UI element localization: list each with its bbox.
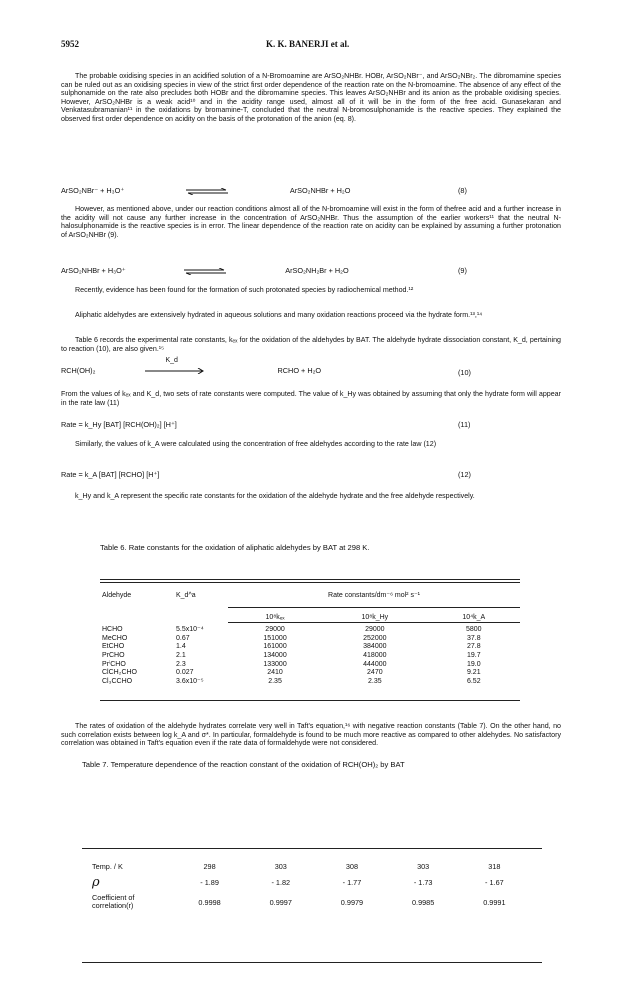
table-row <box>100 652 520 661</box>
row-label-temp: Temp. / K <box>92 862 123 871</box>
table-row <box>90 860 530 873</box>
cell-aldehyde: PrⁱCHO <box>102 660 126 668</box>
table-row <box>100 623 520 635</box>
cell-khy: 384000 <box>363 643 387 651</box>
cell-aldehyde: EtCHO <box>102 643 125 651</box>
row-label-rho: ρ <box>92 875 100 890</box>
table6-body <box>100 623 520 687</box>
cell-kex: 2410 <box>267 669 283 677</box>
eq8-number: (8) <box>458 186 467 195</box>
table6-top-rule-2 <box>100 582 520 583</box>
cell-khy: 2.35 <box>368 677 382 685</box>
table7-top-rule <box>82 848 542 849</box>
equilibrium-arrow-icon <box>184 268 226 275</box>
cell-kd: 1.4 <box>176 643 186 651</box>
cell-aldehyde: Cl₃CCHO <box>102 677 133 685</box>
cell-temps: 303 <box>274 862 287 871</box>
cell-kd: 0.67 <box>176 634 190 642</box>
cell-rhos: - 1.89 <box>200 878 219 887</box>
cell-khy: 418000 <box>363 651 387 659</box>
eq8-left: ArSO₂NBr⁻ + H₃O⁺ <box>61 186 125 195</box>
paragraph-table6-intro <box>61 336 561 353</box>
col-header-aldehyde: Aldehyde <box>102 592 132 599</box>
eq8-right: ArSO₂NHBr + H₂O <box>289 186 351 195</box>
cell-aldehyde: ClCH₂CHO <box>102 669 137 677</box>
cell-ka: 9.21 <box>466 669 481 677</box>
eq10-left: RCH(OH)₂ <box>61 366 96 375</box>
paragraph-taft-correlation <box>61 722 561 748</box>
row-label-correlation: Coefficient of correlation(r) <box>92 893 135 910</box>
cell-corrs: 0.9979 <box>340 897 364 907</box>
paragraph-oxidising-species <box>61 72 561 124</box>
paragraph-reaction-conditions <box>61 205 561 239</box>
paragraph-text: Similarly, the values of k_A were calculated using the concentration of free aldehydes according to the rate law (12) <box>75 440 437 448</box>
col-header-kex: 10⁸kₑₓ <box>228 607 322 623</box>
table-row <box>100 678 520 687</box>
table-row <box>100 661 520 670</box>
cell-kd: 2.3 <box>176 660 186 668</box>
eq10-arrow-label: K_d <box>165 356 178 364</box>
col-header-ka: 10⁴k_A <box>428 607 520 623</box>
cell-kex: 29000 <box>265 626 285 634</box>
table6-caption: Table 6. Rate constants for the oxidation of aliphatic aldehydes by BAT at 298 K. <box>100 543 370 552</box>
eq10-right: RCHO + H₂O <box>277 366 322 375</box>
cell-ka: 5800 <box>465 626 482 634</box>
eq9-number: (9) <box>458 266 467 275</box>
paragraph-aliphatic-aldehydes <box>61 311 561 320</box>
eq12-number: (12) <box>458 470 471 479</box>
cell-kd: 0.027 <box>176 669 194 677</box>
table-row <box>100 669 520 678</box>
cell-kex: 133000 <box>263 660 287 668</box>
cell-rhos: - 1.67 <box>485 878 504 887</box>
cell-kex: 161000 <box>263 643 287 651</box>
equation-10 <box>61 356 322 376</box>
page-number: 5952 <box>61 39 79 49</box>
cell-kd: 3.6x10⁻⁵ <box>176 677 204 685</box>
cell-kex: 2.35 <box>268 677 282 685</box>
cell-corrs: 0.9998 <box>198 897 221 907</box>
cell-rhos: - 1.77 <box>342 878 362 887</box>
paragraph-text: Aliphatic aldehydes are extensively hydrated in aqueous solutions and many oxidation reactions proceed via the hydrate form.¹³,¹⁴ <box>75 311 483 319</box>
cell-corrs: 0.9997 <box>269 897 292 907</box>
paragraph-free-aldehydes <box>61 440 561 449</box>
paragraph-rate-constants <box>61 390 561 407</box>
cell-khy: 444000 <box>363 660 387 668</box>
table-row <box>90 892 530 912</box>
paragraph-text: From the values of kₑₓ and K_d, two sets of rate constants were computed. The value of k_Hy was obtained by assuming that only the hydrate form will appear in the rate law (11) <box>61 390 561 407</box>
table-row <box>100 643 520 652</box>
reaction-arrow-icon <box>145 356 205 376</box>
col-header-rate-group: Rate constants/dm⁻⁶ mol² s⁻¹ <box>228 592 520 607</box>
table-row <box>90 873 530 892</box>
cell-kex: 151000 <box>263 634 287 642</box>
cell-kd: 5.5x10⁻⁴ <box>176 625 204 633</box>
equation-11: Rate = k_Hy [BAT] [RCH(OH)₂] [H⁺] <box>61 420 177 429</box>
cell-ka: 19.0 <box>466 660 481 668</box>
paragraph-protonated-species <box>61 286 561 295</box>
eq9-right: ArSO₂NH₂Br + H₂O <box>285 266 349 275</box>
cell-rhos: - 1.73 <box>413 878 433 887</box>
cell-aldehyde: MeCHO <box>102 634 128 642</box>
table6-bottom-rule <box>100 700 520 701</box>
equation-9 <box>61 266 349 275</box>
cell-ka: 6.52 <box>466 677 481 685</box>
paragraph-text: The rates of oxidation of the aldehyde hydrates correlate very well in Taft's equation,¹⁶ with negative reaction constants (Table 7). On the other hand, no such correlation exists between log k_A and σ*. In particular, formaldehyde is found to be much more reactive as compared to other aldehydes. No satisfactory correlation was obtained in Taft's equation even if the rate data of formaldehyde were not considered. <box>61 722 561 748</box>
eq10-number: (10) <box>458 368 471 377</box>
cell-ka: 37.8 <box>466 634 481 642</box>
cell-khy: 2470 <box>367 669 383 677</box>
cell-aldehyde: PrCHO <box>102 651 125 659</box>
cell-khy: 252000 <box>363 634 387 642</box>
equation-12: Rate = k_A [BAT] [RCHO] [H⁺] <box>61 470 160 479</box>
cell-aldehyde: HCHO <box>102 625 123 633</box>
cell-temps: 303 <box>417 862 430 871</box>
cell-ka: 27.8 <box>466 643 481 651</box>
table7-caption: Table 7. Temperature dependence of the reaction constant of the oxidation of RCH(OH)₂ by BAT <box>82 760 405 769</box>
paragraph-specific-rate <box>61 492 561 501</box>
cell-khy: 29000 <box>365 626 385 634</box>
cell-kd: 2.1 <box>176 651 186 659</box>
cell-temps: 318 <box>488 862 501 871</box>
table-row <box>100 635 520 644</box>
cell-rhos: - 1.82 <box>271 878 291 887</box>
eq9-left: ArSO₂NHBr + H₃O⁺ <box>61 266 126 275</box>
paragraph-text: k_Hy and k_A represent the specific rate constants for the oxidation of the aldehyde hydrate and the free aldehyde respectively. <box>75 492 475 500</box>
col-header-khy: 10⁸k_Hy <box>322 607 427 623</box>
eq11-number: (11) <box>458 420 471 429</box>
cell-temps: 298 <box>203 862 216 871</box>
table-6 <box>100 592 520 686</box>
table6-top-rule <box>100 579 520 580</box>
table7-bottom-rule <box>82 962 542 963</box>
table-7 <box>90 860 530 912</box>
equilibrium-arrow-icon <box>186 188 228 195</box>
cell-ka: 19.7 <box>466 651 481 659</box>
cell-corrs: 0.9985 <box>411 897 435 907</box>
paragraph-text: The probable oxidising species in an acidified solution of a N-Bromoamine are ArSO₂NHBr. HOBr, ArSO₂NBr⁻, and ArSO₂NBr₂. The dibromamine species can be ruled out as an oxidising species in view of the strict first order dependence of the reaction rate on the N-bromoamine. The absence of any effect of the sulphonamide on the rate also precludes both HOBr and the dibromamine species. This leaves ArSO₂NHBr and its anion as the probable oxidising species. However, ArSO₂NHBr is a weak acid¹⁰ and in the acidity range used, almost all of it will be in the form of the free acid. Gunasekaran and Venkatasubramanian¹¹ in the oxidations by bromamine-T, concluded that the neutral N-bromosulphonamide is the reactive species. They explained the observed first order dependence on acidity on the basis of the protonation of the anion (eq. 8). <box>61 72 561 123</box>
running-title: K. K. BANERJI et al. <box>266 39 350 49</box>
paragraph-text: However, as mentioned above, under our reaction conditions almost all of the N-bromoamine will exist in the form of thefree acid and a further increase in the acidity will not cause any further increase in the concentration of ArSO₂NHBr. Thus the assumption of the earlier workers¹¹ that the neutral N-halosulphonamide is the reactive species is in error. The linear dependence of the reaction rate on acidity can be explained by assuming a further protonation of ArSO₂NHBr (9). <box>61 205 561 239</box>
cell-corrs: 0.9991 <box>483 897 506 907</box>
paragraph-text: Table 6 records the experimental rate constants, kₑₓ for the oxidation of the aldehydes by BAT. The aldehyde hydrate dissociation constant, K_d, pertaining to reaction (10), are also given.¹⁵ <box>61 336 561 353</box>
cell-temps: 308 <box>345 862 359 871</box>
col-header-kd: K_d^a <box>176 592 196 599</box>
paragraph-text: Recently, evidence has been found for the formation of such protonated species by radiochemical method.¹² <box>75 286 414 294</box>
cell-kex: 134000 <box>263 651 287 659</box>
equation-8 <box>61 186 350 195</box>
